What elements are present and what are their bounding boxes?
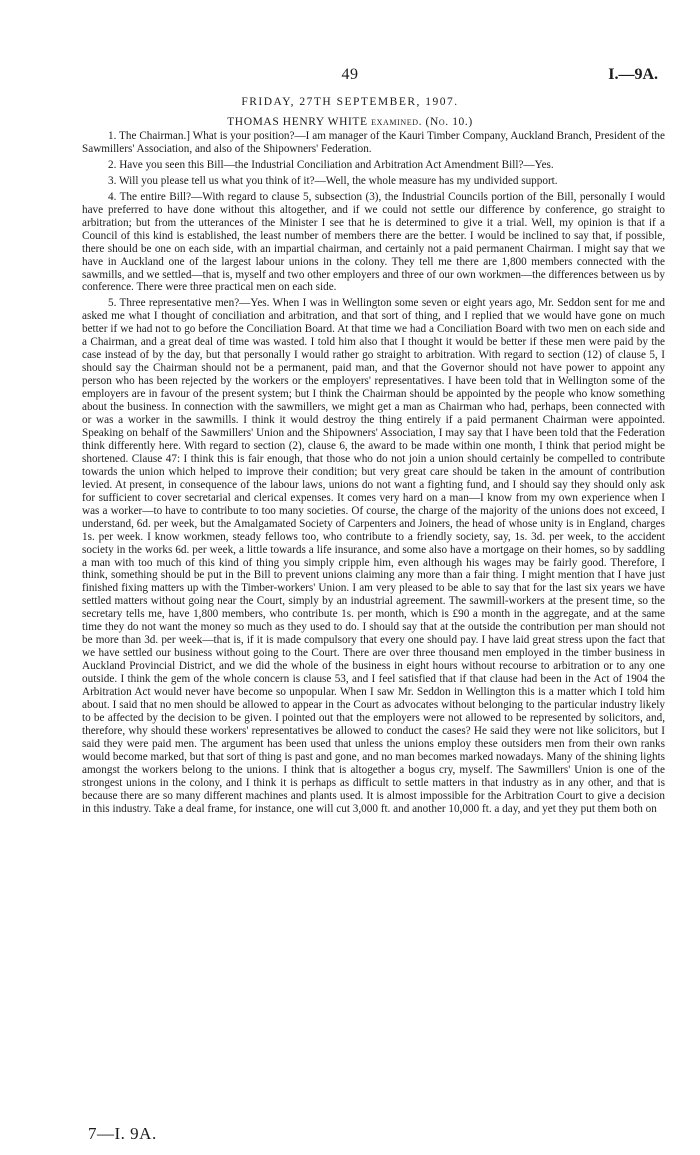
witness-heading: THOMAS HENRY WHITE examined. (No. 10.) (227, 116, 473, 128)
footer-signature-reference: 7—I. 9A. (88, 1124, 157, 1143)
testimony-paragraph: 3. Will you please tell us what you think of it?—Well, the whole measure has my undivided support. (108, 174, 558, 187)
testimony-paragraph: 4. The entire Bill?—With regard to clause 5, subsection (3), the Industrial Councils portion of the Bill, personally I would have preferred to have done without this altogether, and if we could not settle our difference by conference, go straight to arbitration; but from the utterances of the Minister I see that he is determined to give it a trial. Well, my opinion is that if a Council of this kind is established, the least number of members there are the better. I would be inclined to say that, if possible, there should be one on each side, with an impartial chairman, and certainly not a paid permanent Chairman. I might say that we have in Auckland one of the largest labour unions in the colony. They tell me there are 1,800 members connected with the sawmills, and we settled—that is, myself and two other employers and three of our own workmen—the differences between us by conference. There were three practical men on each side. (82, 190, 665, 294)
testimony-paragraph: 5. Three representative men?—Yes. When I was in Wellington some seven or eight years ago, Mr. Seddon sent for me and asked me what I thought of conciliation and arbitration, and that sort of thing, and I replied that we would have gone on much better if we had not to go before the Conciliation Board. At that time we had a Conciliation Board with two men on each side and a Chairman, and a great deal of time was wasted. I told him also that I thought it would be better if these men were paid by the case instead of by the day, but that personally I would rather go straight to arbitration. With regard to section (12) of clause 5, I should say the Chairman should not be a permanent, paid man, and that the Governor should not have power to appoint any person who has been rejected by the workers or the employers' representatives. I have been told that in Wellington some of the employers are in favour of the present system; but I think the Chairman should be appointed by the people who know something about the business. In connection with the sawmillers, we might get a man as Chairman who had, perhaps, been connected with or was a worker in the sawmills. I think it would destroy the thing entirely if a paid permanent Chairman were appointed. Speaking on behalf of the Sawmillers' Union and the Shipowners' Association, I may say that I have been told that the Federation think differently here. With regard to section (2), clause 6, the award to be made within one month, I think that period might be shortened. Clause 47: I think this is fair enough, that those who do not join a union should certainly be compelled to contribute towards the union which helped to improve their condition; but very great care should be taken in the amount of contribution levied. At present, in consequence of the labour laws, unions do not want a fighting fund, and I should say they should only ask for sufficient to cover secretarial and clerical expenses. It comes very hard on a man—I know from my own experience when I was a worker—to have to contribute to too many societies. Of course, the charge of the majority of the unions does not exceed, I understand, 6d. per week, but the Amalgamated Society of Carpenters and Joiners, the head of whose unity is in England, charges 1s. per week. I know workmen, steady fellows too, who contribute to a friendly society, say, 1s. 3d. per week, to the accident society in the works 6d. per week, a little towards a life insurance, and some also have a mortgage on their homes, so by saddling a man with too much of this kind of thing you simply cripple him, even although his wages may be fairly good. Therefore, I think, something should be put in the Bill to prevent unions claiming any more than a fair thing. I might mention that I have just finished fixing matters up with the Timber-workers' Union. I am very pleased to be able to say that for the last six years we have settled matters without going near the Court, simply by an industrial agreement. The sawmill-workers at the present time, so the secretary tells me, have 1,800 members, who contribute 1s. per month, which is £90 a month in the aggregate, and at the same time they do not want the money so much as they used to do. I should say that at the outside the contribution per man should not be more than 3d. per week—that is, if it is made compulsory that every one should pay. I have laid great stress upon the fact that we have settled our business without going to the Court. There are over three thousand men employed in the timber business in Auckland Provincial District, and we did the whole of the business in eight hours without recourse to arbitration or to any one outside. I think the gem of the whole concern is clause 53, and I feel satisfied that if that clause had been in the Act of 1904 the Arbitration Act would never have become so unpopular. When I saw Mr. Seddon in Wellington this is a matter which I told him about. I said that no men should be allowed to appear in the Court as advocates without belonging to the particular industry likely to be affected by the decision to be given. I pointed out that the employers were not allowed to be represented by solicitors, and, therefore, why should these workers' representatives be allowed to conduct the cases? He said they were not like solicitors, but I said they were paid men. The argument has been used that unless the unions employ these outsiders men from their own ranks would become marked, but that sort of thing is past and gone, and no man becomes marked nowadays. Many of the shining lights amongst the workers belong to the unions. I think that is altogether a bogus cry, myself. The Sawmillers' Union is one of the strongest unions in the colony, and I think it is perhaps as difficult to settle matters in that industry as in any other, and that is because there are so many different machines and plants used. It is almost impossible for the Arbitration Court to give a decision in this industry. Take a deal frame, for instance, one will cut 3,000 ft. and another 10,000 ft. a day, and yet they put them both on (82, 297, 665, 815)
session-date: FRIDAY, 27TH SEPTEMBER, 1907. (241, 96, 459, 108)
page-reference: I.—9A. (608, 66, 658, 83)
page-number: 49 (341, 66, 359, 83)
testimony-body (82, 130, 665, 816)
testimony-paragraph: 1. The Chairman.] What is your position?—I am manager of the Kauri Timber Company, Auckland Branch, President of the Sawmillers' Association, and also of the Shipowners' Federation. (82, 130, 665, 155)
testimony-paragraph: 2. Have you seen this Bill—the Industrial Conciliation and Arbitration Act Amendment Bill?—Yes. (108, 158, 554, 171)
